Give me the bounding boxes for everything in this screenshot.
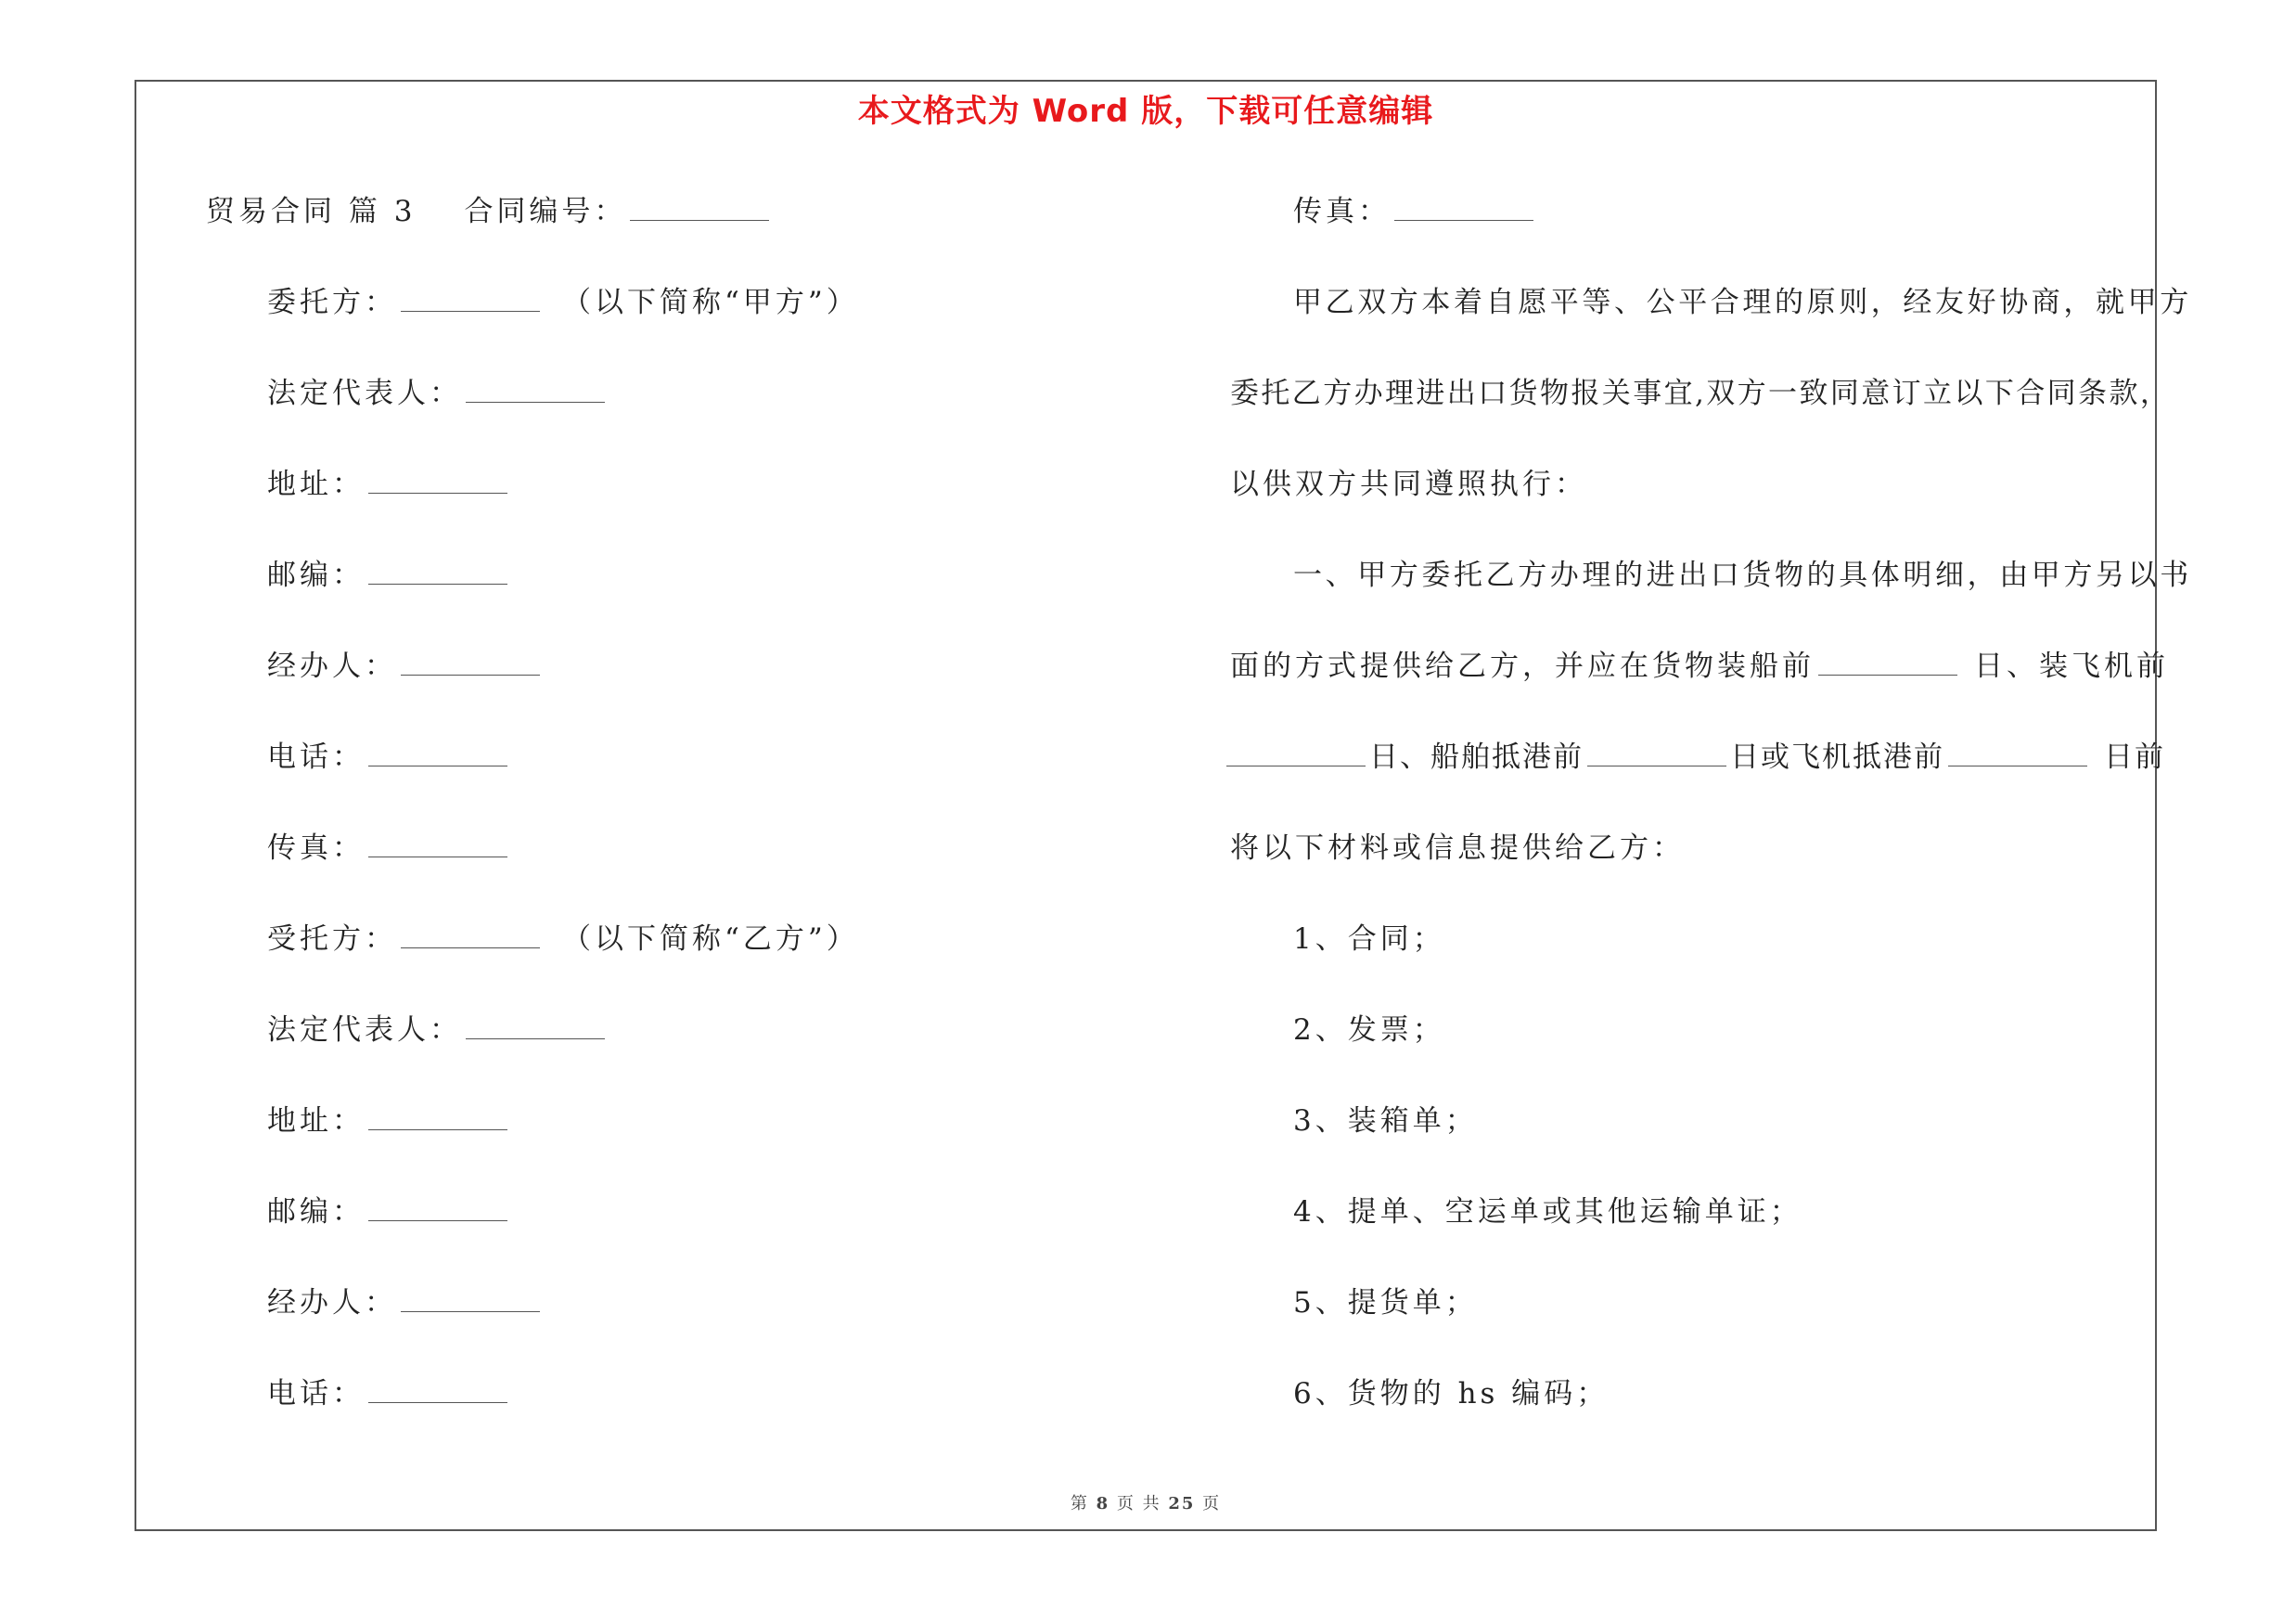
field-blank [466,376,605,403]
para2-text: 日前 [2104,741,2165,774]
para2-line: 一、甲方委托乙方办理的进出口货物的具体明细，由甲方另以书 [1293,559,2192,592]
format-banner: 本文格式为 Word 版，下载可任意编辑 [857,93,1434,130]
para2-line [1230,648,2169,685]
fax-label: 传真： [1293,195,1391,228]
para1-line: 甲乙双方本着自愿平等、公平合理的原则，经友好协商，就甲方 [1293,286,2192,319]
contract-heading: 贸易合同 篇 3 [206,195,417,228]
field-label: 经办人： [267,1286,397,1320]
party-a-suffix: （以下简称“甲方”） [562,286,859,319]
field-label: 邮编： [267,1195,365,1229]
party-b-label: 受托方： [267,922,397,956]
field-label: 电话： [267,741,365,774]
field-label: 法定代表人： [267,377,462,410]
field-blank [368,558,507,585]
field-blank [401,1285,540,1312]
para2-text: 面的方式提供给乙方，并应在货物装船前 [1230,650,1815,683]
footer-prefix: 第 [1070,1494,1089,1514]
party-a-blank [401,285,540,312]
field-blank [466,1012,605,1039]
contract-no-blank [630,194,769,221]
para2-line: 将以下材料或信息提供给乙方： [1230,831,1685,865]
field-label: 法定代表人： [267,1013,462,1047]
party-a-field [267,375,609,412]
party-a-field [267,739,511,776]
party-b-field [267,1284,544,1321]
party-b-field [267,1102,511,1140]
party-a-label: 委托方： [267,286,397,319]
total-pages: 25 [1168,1494,1196,1514]
field-blank [368,740,507,766]
field-blank [401,649,540,676]
field-blank [368,1376,507,1403]
field-label: 电话： [267,1377,365,1410]
field-label: 经办人： [267,650,397,683]
list-item: 4、提单、空运单或其他运输单证； [1293,1195,1802,1229]
field-label: 邮编： [267,559,365,592]
para1-line: 以供双方共同遵照执行： [1230,468,1587,501]
field-blank [368,831,507,857]
list-item: 2、发票； [1293,1013,1445,1047]
contract-no-label: 合同编号： [464,195,627,228]
para2-text: 日、船舶抵港前 [1369,741,1584,774]
plane-days-blank [1226,740,1366,766]
party-a-field [267,830,511,867]
party-a-field [267,557,511,594]
para2-text: 日或飞机抵港前 [1730,741,1944,774]
field-label: 地址： [267,468,365,501]
party-b-line [267,921,859,958]
ship-days-blank [1818,649,1957,676]
page-footer [135,1490,2157,1514]
list-item: 6、货物的 hs 编码； [1293,1377,1610,1410]
fax-line [1293,193,1537,230]
party-a-line [267,284,859,321]
ship-arrival-blank [1587,740,1726,766]
party-a-field [267,648,544,685]
field-blank [368,1103,507,1130]
list-item: 5、提货单； [1293,1286,1478,1320]
field-blank [368,467,507,494]
field-blank [368,1194,507,1221]
field-label: 地址： [267,1104,365,1138]
party-b-field [267,1375,511,1412]
party-b-suffix: （以下简称“乙方”） [562,922,859,956]
footer-suffix: 页 [1202,1494,1222,1514]
party-a-field [267,466,511,503]
list-item: 1、合同； [1293,922,1445,956]
current-page: 8 [1096,1494,1110,1514]
field-label: 传真： [267,831,365,865]
party-b-field [267,1011,609,1049]
party-b-blank [401,921,540,948]
plane-arrival-blank [1948,740,2087,766]
list-item: 3、装箱单； [1293,1104,1478,1138]
para1-line: 委托乙方办理进出口货物报关事宜,双方一致同意订立以下合同条款， [1230,377,2172,410]
footer-mid: 页 共 [1116,1494,1161,1514]
party-b-field [267,1193,511,1230]
fax-blank [1394,194,1533,221]
contract-heading-line [206,193,773,230]
para2-text: 日、装飞机前 [1974,650,2169,683]
para2-line [1226,739,2165,776]
